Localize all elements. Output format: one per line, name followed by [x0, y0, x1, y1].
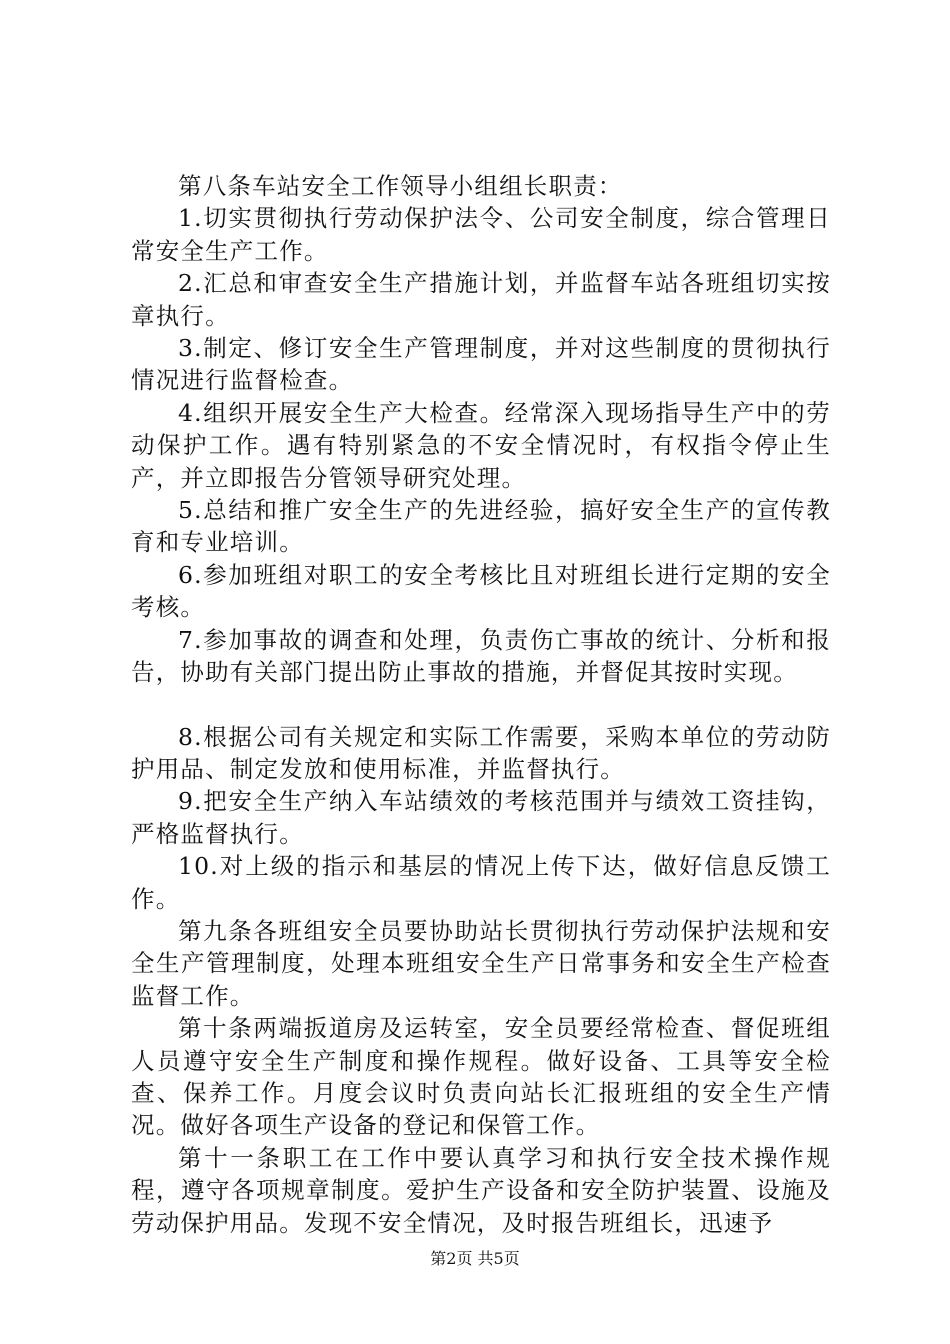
document-body	[131, 170, 831, 1239]
paragraph-spacer	[131, 689, 831, 721]
paragraph-article-9: 第九条各班组安全员要协助站长贯彻执行劳动保护法规和安全生产管理制度，处理本班组安全生产日常事务和安全生产检查监督工作。	[131, 916, 831, 1010]
paragraph-item-8: 8.根据公司有关规定和实际工作需要，采购本单位的劳动防护用品、制定发放和使用标准，并监督执行。	[131, 722, 831, 783]
paragraph-item-2: 2.汇总和审查安全生产措施计划，并监督车站各班组切实按章执行。	[131, 269, 831, 330]
paragraph-item-10: 10.对上级的指示和基层的情况上传下达，做好信息反馈工作。	[131, 852, 831, 913]
paragraph-article-8: 第八条车站安全工作领导小组组长职责：	[178, 172, 623, 200]
paragraph-article-11: 第十一条职工在工作中要认真学习和执行安全技术操作规程，遵守各项规章制度。爱护生产设备和安全防护装置、设施及劳动保护用品。发现不安全情况，及时报告班组长，迅速予	[131, 1143, 831, 1237]
page-number-footer: 第2页 共5页	[430, 1249, 520, 1268]
paragraph-item-9: 9.把安全生产纳入车站绩效的考核范围并与绩效工资挂钩，严格监督执行。	[131, 787, 831, 848]
paragraph-item-1: 1.切实贯彻执行劳动保护法令、公司安全制度，综合管理日常安全生产工作。	[131, 204, 831, 265]
paragraph-item-5: 5.总结和推广安全生产的先进经验，搞好安全生产的宣传教育和专业培训。	[131, 496, 831, 557]
paragraph-item-7: 7.参加事故的调查和处理，负责伤亡事故的统计、分析和报告，协助有关部门提出防止事故的措施，并督促其按时实现。	[131, 625, 831, 687]
paragraph-item-3: 3.制定、修订安全生产管理制度，并对这些制度的贯彻执行情况进行监督检查。	[131, 334, 831, 395]
paragraph-item-6: 6.参加班组对职工的安全考核比且对班组长进行定期的安全考核。	[131, 560, 831, 622]
paragraph-article-10: 第十条两端扳道房及运转室，安全员要经常检查、督促班组人员遵守安全生产制度和操作规程。做好设备、工具等安全检查、保养工作。月度会议时负责向站长汇报班组的安全生产情况。做好各项生产设备的登记和保管工作。	[131, 1014, 831, 1140]
paragraph-item-4: 4.组织开展安全生产大检查。经常深入现场指导生产中的劳动保护工作。遇有特别紧急的不安全情况时，有权指令停止生产，并立即报告分管领导研究处理。	[131, 398, 831, 492]
